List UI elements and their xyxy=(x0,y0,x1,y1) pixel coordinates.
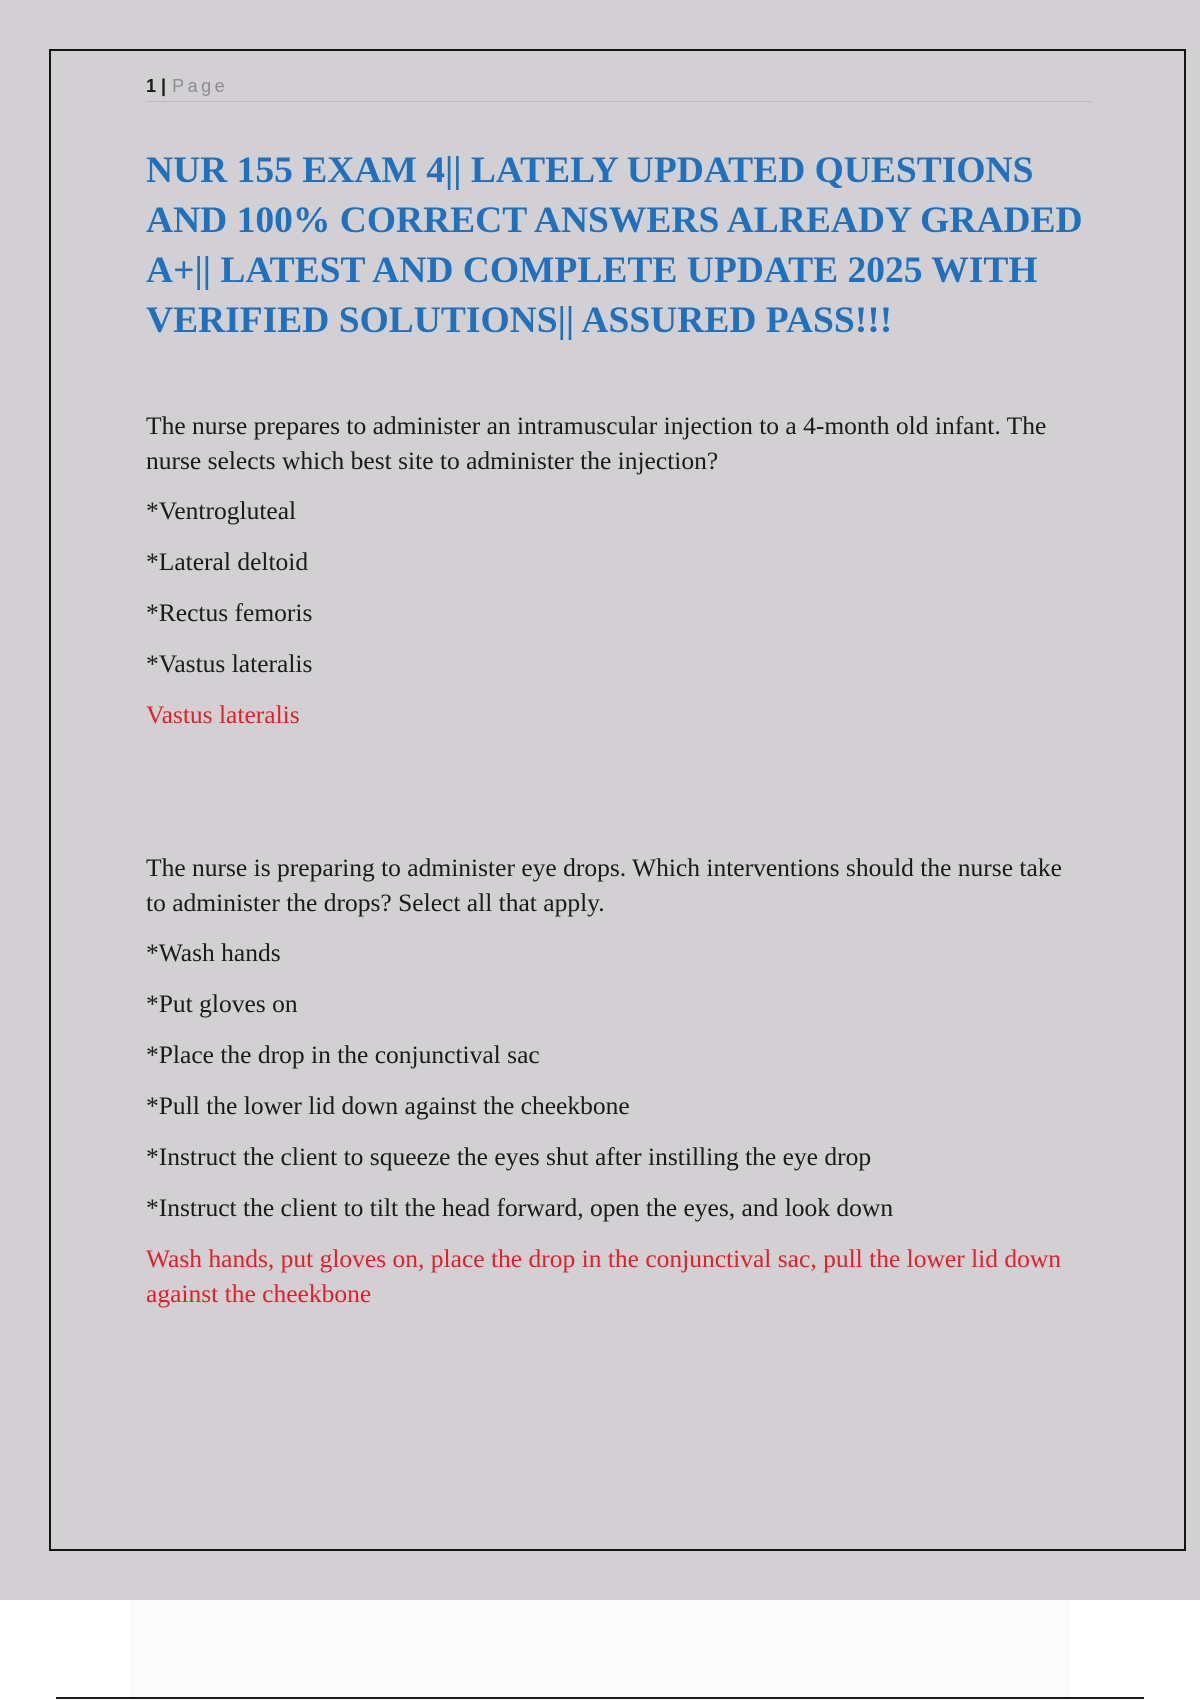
bottom-divider xyxy=(56,1697,1144,1699)
question-block-2 xyxy=(146,850,1086,1311)
spacer xyxy=(146,732,1086,850)
correct-answer: Wash hands, put gloves on, place the drop in the conjunctival sac, pull the lower lid down against the cheekbone xyxy=(146,1244,1062,1308)
document-body xyxy=(146,408,1086,1311)
question-block-1 xyxy=(146,408,1086,732)
answer-option: *Lateral deltoid xyxy=(146,547,309,576)
page-label: Page xyxy=(172,76,229,96)
answer-option: *Place the drop in the conjunctival sac xyxy=(146,1040,540,1069)
answer-option: *Rectus femoris xyxy=(146,598,313,627)
answer-option: *Vastus lateralis xyxy=(146,649,313,678)
page-number: 1 xyxy=(146,76,157,96)
answer-option: *Instruct the client to squeeze the eyes shut after instilling the eye drop xyxy=(146,1142,872,1171)
answer-option: *Instruct the client to tilt the head forward, open the eyes, and look down xyxy=(146,1193,894,1222)
question-text: The nurse is preparing to administer eye drops. Which interventions should the nurse take to administer the drops? Select all that apply. xyxy=(146,853,1062,917)
answer-option: *Pull the lower lid down against the cheekbone xyxy=(146,1091,630,1120)
question-text: The nurse prepares to administer an intramuscular injection to a 4-month old infant. The nurse selects which best site to administer the injection? xyxy=(146,411,1047,475)
document-title: NUR 155 EXAM 4|| LATELY UPDATED QUESTIONS AND 100% CORRECT ANSWERS ALREADY GRADED A+|| LATEST AND COMPLETE UPDATE 2025 WITH VERIFIED SOLUTIONS|| ASSURED PASS!!! xyxy=(146,150,1083,341)
answer-option: *Put gloves on xyxy=(146,989,298,1018)
answer-option: *Ventrogluteal xyxy=(146,496,297,525)
next-page-edge xyxy=(130,1600,1070,1700)
answer-option: *Wash hands xyxy=(146,938,281,967)
page-separator: | xyxy=(161,76,167,96)
page-header xyxy=(146,74,1092,102)
correct-answer: Vastus lateralis xyxy=(146,700,300,729)
